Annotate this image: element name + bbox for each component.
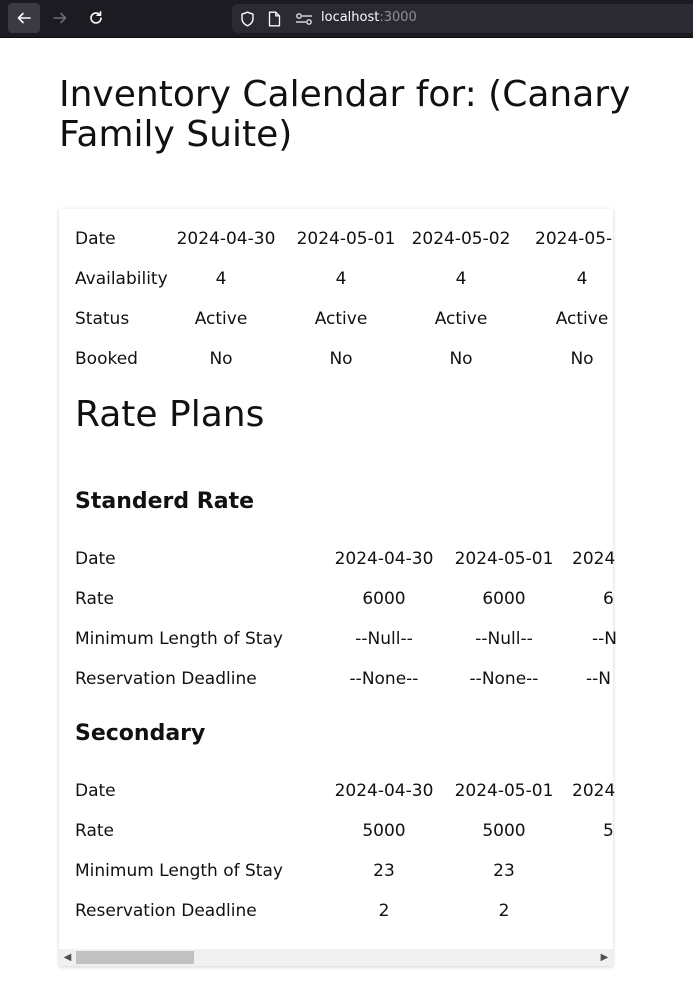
row-label: Date	[75, 781, 116, 801]
rate-cell: --None--	[469, 669, 539, 689]
url-port: :3000	[379, 10, 417, 25]
page-title: Inventory Calendar for: (Canary Family Suite)	[59, 74, 631, 155]
rate-cell: 23	[493, 861, 515, 881]
connection-icon[interactable]	[295, 13, 313, 25]
inventory-cell: 2024-05-02	[411, 229, 511, 249]
inventory-cell: No	[329, 349, 353, 369]
rate-cell: 5000	[362, 821, 406, 841]
rate-cell: 2024	[572, 781, 616, 801]
rate-row-rate	[75, 587, 114, 611]
rate-row-rate	[75, 819, 114, 843]
rate-cell: 2	[498, 901, 510, 921]
rate-row-deadline	[75, 899, 257, 923]
inventory-cell: 2024-05-01	[296, 229, 396, 249]
row-label: Rate	[75, 821, 114, 841]
page-icon	[268, 11, 281, 27]
rate-row-date	[75, 779, 116, 803]
inventory-cell: 2024-04-30	[176, 229, 276, 249]
inventory-row-date	[75, 227, 116, 251]
rate-cell: 2024-05-01	[454, 549, 554, 569]
inventory-cell: 4	[576, 269, 588, 289]
rate-cell: 2024-04-30	[334, 549, 434, 569]
row-label: Booked	[75, 349, 138, 369]
scroll-left-arrow[interactable]: ◀	[63, 952, 72, 963]
url-bar[interactable]	[232, 4, 693, 33]
url-host: localhost	[321, 10, 380, 25]
horizontal-scrollbar[interactable]	[59, 949, 613, 966]
calendar-scroll-container[interactable]	[59, 209, 617, 966]
inventory-cell: Active	[194, 309, 248, 329]
inventory-cell: No	[570, 349, 594, 369]
scroll-right-arrow[interactable]: ▶	[600, 952, 609, 963]
inventory-cell: 4	[335, 269, 347, 289]
inventory-cell: Active	[555, 309, 609, 329]
row-label: Minimum Length of Stay	[75, 629, 283, 649]
row-label: Date	[75, 229, 116, 249]
forward-button[interactable]	[44, 3, 76, 33]
rate-plan-name: Standerd Rate	[75, 489, 255, 514]
inventory-cell: 4	[215, 269, 227, 289]
row-label: Rate	[75, 589, 114, 609]
rate-cell: --Null--	[355, 629, 413, 649]
inventory-cell: No	[209, 349, 233, 369]
reload-button[interactable]	[80, 3, 112, 33]
inventory-cell: Active	[314, 309, 368, 329]
rate-cell: --N	[592, 629, 617, 649]
back-arrow-icon	[16, 10, 32, 26]
rate-row-deadline	[75, 667, 257, 691]
forward-arrow-icon	[52, 10, 68, 26]
row-label: Status	[75, 309, 130, 329]
row-label: Minimum Length of Stay	[75, 861, 283, 881]
rate-row-min-stay	[75, 859, 283, 883]
reload-icon	[88, 10, 104, 26]
inventory-cell: No	[449, 349, 473, 369]
scrollbar-thumb[interactable]	[76, 951, 194, 964]
rate-cell: --None--	[349, 669, 419, 689]
browser-toolbar	[0, 0, 693, 37]
rate-cell: 5000	[482, 821, 526, 841]
inventory-row-availability	[75, 267, 168, 291]
rate-cell: 2024-04-30	[334, 781, 434, 801]
rate-cell: 2024-05-01	[454, 781, 554, 801]
rate-cell: 5	[603, 821, 614, 841]
toolbar-divider	[0, 37, 693, 38]
back-button[interactable]	[8, 3, 40, 33]
shield-icon[interactable]	[240, 11, 255, 27]
rate-plans-heading: Rate Plans	[75, 394, 265, 435]
inventory-row-booked	[75, 347, 138, 371]
inventory-row-status	[75, 307, 129, 331]
row-label: Reservation Deadline	[75, 901, 257, 921]
inventory-cell: 4	[455, 269, 467, 289]
url-text[interactable]	[321, 10, 417, 25]
rate-cell: --N	[586, 669, 611, 689]
row-label: Availability	[75, 269, 168, 289]
rate-cell: 2024	[572, 549, 616, 569]
inventory-cell: Active	[434, 309, 488, 329]
rate-cell: 6000	[482, 589, 526, 609]
rate-plan-name: Secondary	[75, 721, 206, 746]
inventory-cell: 2024-05-	[535, 229, 613, 249]
rate-cell: 2	[378, 901, 390, 921]
rate-cell: --Null--	[475, 629, 533, 649]
rate-cell: 23	[373, 861, 395, 881]
row-label: Date	[75, 549, 116, 569]
rate-row-date	[75, 547, 116, 571]
rate-row-min-stay	[75, 627, 283, 651]
rate-cell: 6000	[362, 589, 406, 609]
rate-cell: 6	[603, 589, 614, 609]
row-label: Reservation Deadline	[75, 669, 257, 689]
